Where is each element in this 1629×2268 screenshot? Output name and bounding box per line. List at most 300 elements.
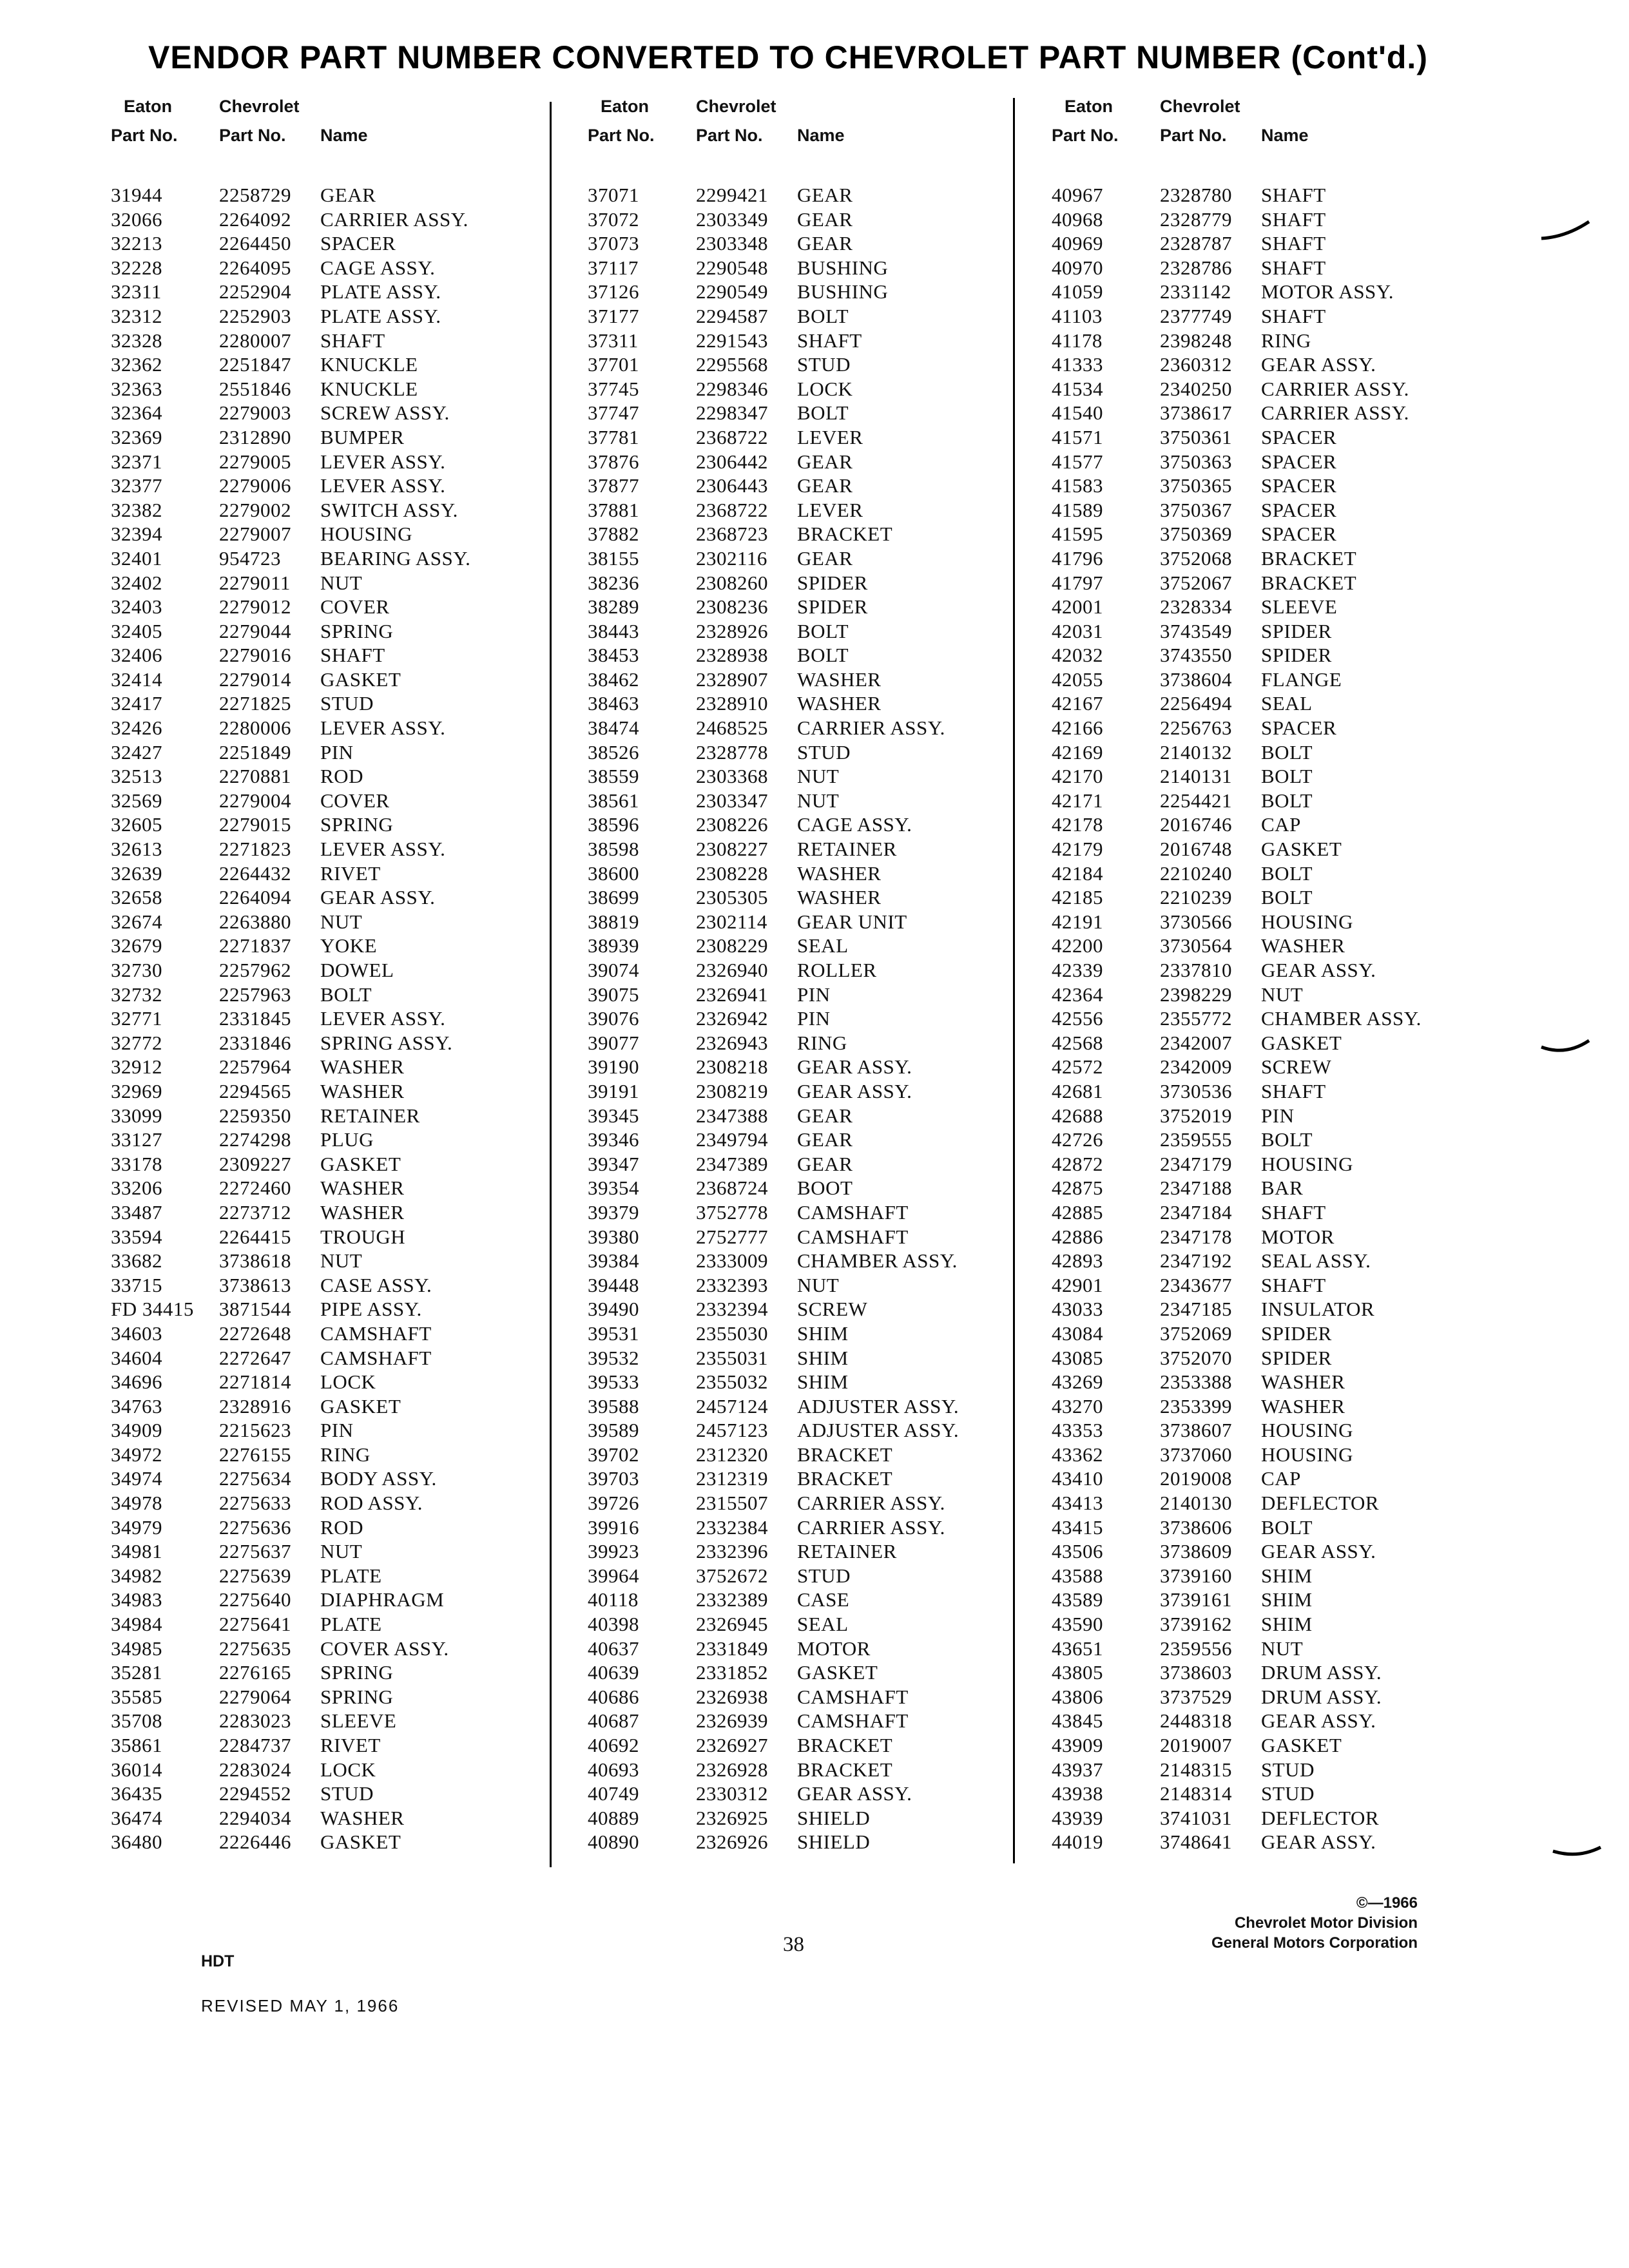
eaton-part-number: 40687 <box>588 1709 639 1733</box>
table-row <box>588 499 1052 523</box>
part-name: SHAFT <box>1261 207 1326 231</box>
eaton-part-number: 34909 <box>111 1419 162 1442</box>
part-name: SWITCH ASSY. <box>320 498 458 521</box>
eaton-part-number: 39384 <box>588 1249 639 1273</box>
part-name: MOTOR <box>797 1637 871 1660</box>
table-row <box>111 1128 575 1153</box>
part-name: SHIELD <box>797 1831 871 1854</box>
eaton-part-number: 41534 <box>1052 377 1103 400</box>
part-name: YOKE <box>320 934 378 957</box>
part-name: STUD <box>797 740 851 764</box>
eaton-part-number: 38453 <box>588 644 639 667</box>
eaton-part-number: 39533 <box>588 1370 639 1394</box>
table-row <box>588 959 1052 983</box>
table-row <box>1052 983 1516 1008</box>
table-row <box>1052 1249 1516 1274</box>
eaton-part-number: 43589 <box>1052 1588 1103 1611</box>
chevrolet-part-number: 2551846 <box>219 377 291 400</box>
eaton-part-number: 39074 <box>588 959 639 981</box>
eaton-part-number: 31944 <box>111 184 162 206</box>
part-name: GEAR ASSY. <box>1261 1709 1376 1733</box>
table-row <box>588 1492 1052 1516</box>
chevrolet-part-number: 2275634 <box>219 1467 291 1490</box>
table-row <box>111 1516 575 1541</box>
table-row <box>1052 765 1516 789</box>
table-row <box>588 1055 1052 1080</box>
part-name: ROD <box>320 765 363 788</box>
eaton-part-number: 43806 <box>1052 1685 1103 1708</box>
part-name: SHAFT <box>797 329 862 352</box>
eaton-part-number: 38462 <box>588 668 639 691</box>
eaton-part-number: 33178 <box>111 1152 162 1175</box>
header-eaton: Eaton <box>601 97 650 116</box>
part-name: CARRIER ASSY. <box>797 716 945 740</box>
table-row <box>1052 378 1516 402</box>
eaton-part-number: 39346 <box>588 1128 639 1151</box>
part-name: SCREW ASSY. <box>320 401 450 425</box>
part-name: GEAR ASSY. <box>1261 353 1376 376</box>
chevrolet-part-number: 2326938 <box>696 1685 768 1708</box>
chevrolet-part-number: 2294552 <box>219 1782 291 1805</box>
chevrolet-part-number: 2290548 <box>696 256 768 279</box>
table-row <box>1052 499 1516 523</box>
table-row <box>111 329 575 354</box>
eaton-part-number: 37882 <box>588 523 639 546</box>
table-row <box>111 1225 575 1250</box>
part-name: WASHER <box>320 1806 405 1829</box>
table-row <box>111 1055 575 1080</box>
chevrolet-part-number: 2294565 <box>219 1079 291 1102</box>
chevrolet-part-number: 2347389 <box>696 1152 768 1175</box>
part-name: SCREW <box>1261 1055 1332 1079</box>
table-row <box>1052 1709 1516 1734</box>
eaton-part-number: 39448 <box>588 1273 639 1296</box>
eaton-part-number: 33682 <box>111 1249 162 1273</box>
table-row <box>111 1637 575 1662</box>
chevrolet-part-number: 2457124 <box>696 1394 768 1418</box>
chevrolet-part-number: 2326943 <box>696 1031 768 1054</box>
part-name: GASKET <box>1261 838 1342 861</box>
eaton-part-number: 32369 <box>111 425 162 448</box>
part-name: NUT <box>797 789 840 812</box>
table-row <box>1052 474 1516 499</box>
table-row <box>111 1686 575 1710</box>
eaton-part-number: 32405 <box>111 619 162 642</box>
table-row <box>588 1298 1052 1322</box>
eaton-part-number: 39589 <box>588 1419 639 1442</box>
eaton-part-number: 34604 <box>111 1346 162 1369</box>
table-row <box>588 378 1052 402</box>
eaton-part-number: 35585 <box>111 1685 162 1708</box>
part-name: WASHER <box>797 668 882 691</box>
table-row <box>111 716 575 741</box>
part-name: DEFLECTOR <box>1261 1806 1380 1829</box>
eaton-part-number: 38289 <box>588 595 639 619</box>
chevrolet-part-number: 2308226 <box>696 813 768 836</box>
chevrolet-part-number: 2328907 <box>696 668 768 691</box>
table-row <box>111 1347 575 1371</box>
table-row <box>588 1419 1052 1443</box>
eaton-part-number: 38236 <box>588 571 639 594</box>
table-row <box>111 208 575 233</box>
table-row <box>1052 1274 1516 1298</box>
eaton-part-number: 38600 <box>588 861 639 885</box>
chevrolet-part-number: 2275640 <box>219 1588 291 1611</box>
chevrolet-part-number: 2299421 <box>696 184 768 206</box>
table-row <box>588 934 1052 959</box>
chevrolet-part-number: 2302114 <box>696 910 767 933</box>
chevrolet-part-number: 2252904 <box>219 280 291 303</box>
table-row <box>588 547 1052 572</box>
eaton-part-number: 32364 <box>111 401 162 425</box>
part-name: SPACER <box>1261 523 1337 546</box>
table-row <box>588 1734 1052 1758</box>
chevrolet-part-number: 2468525 <box>696 716 768 740</box>
chevrolet-part-number: 3752068 <box>1160 546 1232 570</box>
eaton-part-number: 35708 <box>111 1709 162 1733</box>
table-row <box>588 1322 1052 1347</box>
table-row <box>588 1540 1052 1564</box>
table-row <box>111 523 575 547</box>
chevrolet-part-number: 3750363 <box>1160 450 1232 473</box>
chevrolet-part-number: 2279044 <box>219 619 291 642</box>
header-name: Name <box>320 126 368 145</box>
chevrolet-part-number: 2019008 <box>1160 1467 1232 1490</box>
eaton-part-number: 43362 <box>1052 1443 1103 1466</box>
part-name: COVER <box>320 595 390 619</box>
chevrolet-part-number: 2263880 <box>219 910 291 933</box>
eaton-part-number: 32403 <box>111 595 162 619</box>
eaton-part-number: 34982 <box>111 1564 162 1587</box>
table-row <box>588 910 1052 935</box>
chevrolet-part-number: 2295568 <box>696 353 768 376</box>
eaton-part-number: 43353 <box>1052 1419 1103 1442</box>
chevrolet-part-number: 3752067 <box>1160 571 1232 594</box>
chevrolet-part-number: 3738617 <box>1160 401 1232 425</box>
chevrolet-part-number: 2332396 <box>696 1540 768 1563</box>
part-name: GEAR <box>797 450 853 473</box>
table-row <box>588 1467 1052 1492</box>
header-eaton: Eaton <box>1065 97 1113 116</box>
eaton-part-number: 42726 <box>1052 1128 1103 1151</box>
part-name: SPIDER <box>1261 644 1332 667</box>
chevrolet-part-number: 2298346 <box>696 377 768 400</box>
table-row <box>588 1201 1052 1225</box>
part-name: LOCK <box>320 1370 376 1394</box>
part-name: WASHER <box>320 1200 405 1224</box>
table-row <box>588 426 1052 450</box>
table-row <box>111 620 575 644</box>
part-name: CAMSHAFT <box>797 1200 909 1224</box>
eaton-part-number: 42893 <box>1052 1249 1103 1273</box>
eaton-part-number: 41595 <box>1052 523 1103 546</box>
eaton-part-number: 39075 <box>588 983 639 1006</box>
part-name: PLATE <box>320 1613 382 1636</box>
part-name: BOLT <box>1261 1515 1313 1539</box>
chevrolet-part-number: 2283024 <box>219 1758 291 1781</box>
chevrolet-part-number: 2226446 <box>219 1831 291 1854</box>
table-row <box>1052 595 1516 620</box>
chevrolet-part-number: 2275641 <box>219 1613 291 1636</box>
chevrolet-part-number: 3743550 <box>1160 644 1232 667</box>
chevrolet-part-number: 2359556 <box>1160 1637 1232 1660</box>
eaton-part-number: 42688 <box>1052 1104 1103 1127</box>
part-name: LEVER ASSY. <box>320 474 446 497</box>
chevrolet-part-number: 2257964 <box>219 1055 291 1079</box>
table-row <box>1052 1225 1516 1250</box>
table-row <box>111 305 575 329</box>
part-name: PIN <box>320 740 354 764</box>
eaton-part-number: 40967 <box>1052 184 1103 206</box>
part-name: SPRING <box>320 1685 394 1708</box>
chevrolet-part-number: 2368722 <box>696 425 768 448</box>
eaton-part-number: 41540 <box>1052 401 1103 425</box>
table-row <box>1052 184 1516 208</box>
chevrolet-part-number: 2148315 <box>1160 1758 1232 1781</box>
chevrolet-part-number: 2302116 <box>696 546 767 570</box>
eaton-part-number: 38559 <box>588 765 639 788</box>
chevrolet-part-number: 3743549 <box>1160 619 1232 642</box>
eaton-part-number: 40118 <box>588 1588 639 1611</box>
eaton-part-number: 42556 <box>1052 1007 1103 1030</box>
chevrolet-part-number: 3741031 <box>1160 1806 1232 1829</box>
chevrolet-part-number: 2271825 <box>219 692 291 715</box>
chevrolet-part-number: 3730566 <box>1160 910 1232 933</box>
part-name: ROLLER <box>797 959 877 981</box>
table-row <box>111 1613 575 1637</box>
part-name: GASKET <box>1261 1031 1342 1054</box>
part-name: GASKET <box>320 1831 401 1854</box>
part-name: RIVET <box>320 1734 381 1756</box>
chevrolet-part-number: 2275633 <box>219 1492 291 1515</box>
part-name: GEAR <box>797 232 853 255</box>
chevrolet-part-number: 2328786 <box>1160 256 1232 279</box>
chevrolet-part-number: 2377749 <box>1160 304 1232 327</box>
table-row <box>588 1831 1052 1855</box>
chevrolet-part-number: 2331846 <box>219 1031 291 1054</box>
chevrolet-part-number: 2355031 <box>696 1346 768 1369</box>
eaton-part-number: 41583 <box>1052 474 1103 497</box>
eaton-part-number: 32414 <box>111 668 162 691</box>
eaton-part-number: 39726 <box>588 1492 639 1515</box>
part-name: NUT <box>1261 1637 1304 1660</box>
part-name: SPRING <box>320 813 394 836</box>
eaton-part-number: 32426 <box>111 716 162 740</box>
header-eaton: Eaton <box>124 97 173 116</box>
part-name: PIN <box>797 983 831 1006</box>
eaton-part-number: 41103 <box>1052 304 1103 327</box>
chevrolet-part-number: 2294587 <box>696 304 768 327</box>
eaton-part-number: 43269 <box>1052 1370 1103 1394</box>
table-row <box>1052 1637 1516 1662</box>
chevrolet-part-number: 3750367 <box>1160 498 1232 521</box>
part-name: GEAR <box>797 546 853 570</box>
part-name: PLATE ASSY. <box>320 304 441 327</box>
eaton-part-number: 36480 <box>111 1831 162 1854</box>
chevrolet-part-number: 2279005 <box>219 450 291 473</box>
table-row <box>111 474 575 499</box>
part-name: WASHER <box>1261 934 1345 957</box>
chevrolet-part-number: 3752672 <box>696 1564 768 1587</box>
eaton-part-number: 32513 <box>111 765 162 788</box>
part-name: NUT <box>320 910 363 933</box>
part-name: BEARING ASSY. <box>320 546 471 570</box>
table-row <box>1052 1080 1516 1104</box>
table-row <box>588 305 1052 329</box>
chevrolet-part-number: 3750365 <box>1160 474 1232 497</box>
chevrolet-part-number: 2308219 <box>696 1079 768 1102</box>
part-name: BRACKET <box>797 1443 893 1466</box>
eaton-part-number: 42681 <box>1052 1079 1103 1102</box>
part-name: SPIDER <box>797 595 868 619</box>
chevrolet-part-number: 2275639 <box>219 1564 291 1587</box>
table-row <box>1052 1734 1516 1758</box>
chevrolet-part-number: 2333009 <box>696 1249 768 1273</box>
part-name: GEAR ASSY. <box>797 1079 912 1102</box>
part-name: DIAPHRAGM <box>320 1588 445 1611</box>
table-row <box>1052 1055 1516 1080</box>
table-row <box>111 353 575 378</box>
part-name: BOLT <box>1261 765 1313 788</box>
part-name: HOUSING <box>1261 1152 1353 1175</box>
chevrolet-part-number: 2279012 <box>219 595 291 619</box>
chevrolet-part-number: 2279011 <box>219 571 291 594</box>
eaton-part-number: 32427 <box>111 740 162 764</box>
part-name: PIN <box>1261 1104 1295 1127</box>
eaton-part-number: 43413 <box>1052 1492 1103 1515</box>
part-name: BOLT <box>1261 1128 1313 1151</box>
part-name: SHIM <box>797 1346 849 1369</box>
part-name: SEAL <box>797 934 849 957</box>
table-row <box>1052 1032 1516 1056</box>
eaton-part-number: 42166 <box>1052 716 1103 740</box>
table-row <box>1052 910 1516 935</box>
eaton-part-number: 43084 <box>1052 1321 1103 1345</box>
eaton-part-number: 32406 <box>111 644 162 667</box>
chevrolet-part-number: 3738606 <box>1160 1515 1232 1539</box>
chevrolet-part-number: 2140130 <box>1160 1492 1232 1515</box>
part-name: BRACKET <box>797 1758 893 1781</box>
part-name: SCREW <box>797 1298 868 1321</box>
chevrolet-part-number: 2308229 <box>696 934 768 957</box>
eaton-part-number: 32363 <box>111 377 162 400</box>
part-name: CARRIER ASSY. <box>320 207 468 231</box>
eaton-part-number: 44019 <box>1052 1831 1103 1854</box>
part-name: WASHER <box>797 861 882 885</box>
part-name: BOLT <box>797 644 849 667</box>
part-name: CAGE ASSY. <box>797 813 912 836</box>
part-name: GASKET <box>320 1394 401 1418</box>
part-name: SHAFT <box>320 329 385 352</box>
eaton-part-number: 37781 <box>588 425 639 448</box>
part-name: SHIM <box>1261 1588 1313 1611</box>
part-name: ADJUSTER ASSY. <box>797 1419 959 1442</box>
page-title: VENDOR PART NUMBER CONVERTED TO CHEVROLET PART NUMBER (Cont'd.) <box>148 39 1428 75</box>
eaton-part-number: 32311 <box>111 280 162 303</box>
table-row <box>1052 1370 1516 1395</box>
part-name: COVER <box>320 789 390 812</box>
table-row <box>588 353 1052 378</box>
table-row <box>588 692 1052 716</box>
table-row <box>111 959 575 983</box>
part-name: SHIM <box>1261 1613 1313 1636</box>
table-row <box>1052 1347 1516 1371</box>
table-row <box>111 789 575 814</box>
eaton-part-number: 41571 <box>1052 425 1103 448</box>
part-name: LOCK <box>320 1758 376 1781</box>
chevrolet-part-number: 2309227 <box>219 1152 291 1175</box>
part-name: GASKET <box>1261 1734 1342 1756</box>
part-name: ADJUSTER ASSY. <box>797 1394 959 1418</box>
chevrolet-part-number: 2308236 <box>696 595 768 619</box>
copyright-block <box>1211 1893 1418 1953</box>
table-row <box>588 813 1052 838</box>
table-row <box>111 1298 575 1322</box>
part-name: WASHER <box>797 692 882 715</box>
eaton-part-number: 41333 <box>1052 353 1103 376</box>
chevrolet-part-number: 2337810 <box>1160 959 1232 981</box>
chevrolet-part-number: 2368722 <box>696 498 768 521</box>
eaton-part-number: 32658 <box>111 886 162 909</box>
part-name: BAR <box>1261 1177 1304 1200</box>
table-row <box>111 1153 575 1177</box>
eaton-part-number: 39923 <box>588 1540 639 1563</box>
eaton-part-number: 39964 <box>588 1564 639 1587</box>
table-row <box>1052 789 1516 814</box>
header-chevrolet: Chevrolet <box>1160 97 1240 116</box>
eaton-part-number: 42001 <box>1052 595 1103 619</box>
chevrolet-part-number: 2312320 <box>696 1443 768 1466</box>
chevrolet-part-number: 2271837 <box>219 934 291 957</box>
chevrolet-part-number: 2326941 <box>696 983 768 1006</box>
part-name: WASHER <box>320 1079 405 1102</box>
chevrolet-part-number: 3752778 <box>696 1200 768 1224</box>
part-name: GEAR <box>320 184 376 206</box>
table-row <box>111 1201 575 1225</box>
table-row <box>111 838 575 862</box>
eaton-part-number: 38596 <box>588 813 639 836</box>
chevrolet-part-number: 2280006 <box>219 716 291 740</box>
table-row <box>111 499 575 523</box>
table-row <box>588 1225 1052 1250</box>
table-row <box>1052 1201 1516 1225</box>
part-name: SHAFT <box>1261 232 1326 255</box>
chevrolet-part-number: 3738618 <box>219 1249 291 1273</box>
chevrolet-part-number: 2326927 <box>696 1734 768 1756</box>
eaton-part-number: 34696 <box>111 1370 162 1394</box>
part-name: BOLT <box>797 304 849 327</box>
eaton-part-number: 37747 <box>588 401 639 425</box>
chevrolet-part-number: 2016748 <box>1160 838 1232 861</box>
table-row <box>588 184 1052 208</box>
part-name: GEAR ASSY. <box>1261 1831 1376 1854</box>
part-name: DOWEL <box>320 959 394 981</box>
table-row <box>588 1564 1052 1589</box>
eaton-part-number: 43415 <box>1052 1515 1103 1539</box>
chevrolet-part-number: 2306442 <box>696 450 768 473</box>
chevrolet-part-number: 2308260 <box>696 571 768 594</box>
part-name: SPACER <box>1261 450 1337 473</box>
eaton-part-number: 40637 <box>588 1637 639 1660</box>
part-name: SHAFT <box>1261 184 1326 206</box>
part-name: NUT <box>320 1249 363 1273</box>
table-row <box>588 620 1052 644</box>
part-name: RING <box>797 1031 847 1054</box>
table-row <box>111 1467 575 1492</box>
eaton-part-number: 42339 <box>1052 959 1103 981</box>
part-name: CAP <box>1261 1467 1301 1490</box>
chevrolet-part-number: 2360312 <box>1160 353 1232 376</box>
